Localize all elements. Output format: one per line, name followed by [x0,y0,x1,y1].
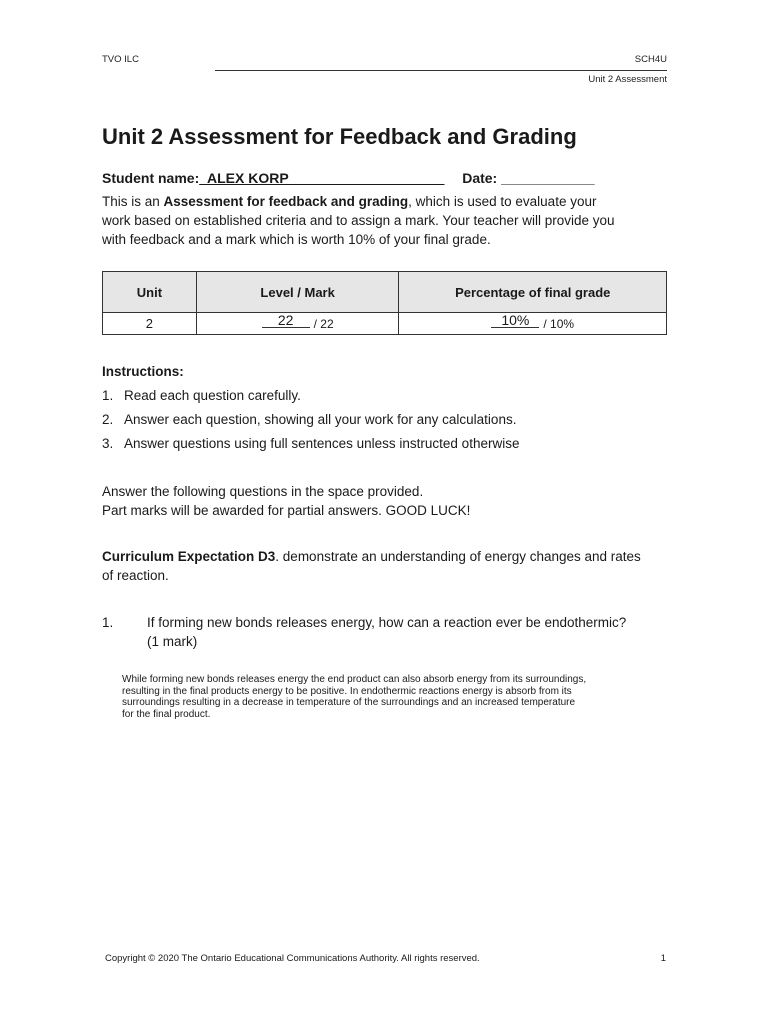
question-text: If forming new bonds releases energy, how can a reaction ever be endothermic? [147,615,627,630]
curriculum-line2: of reaction. [102,568,169,583]
question-marks: (1 mark) [147,634,198,649]
header-percentage: Percentage of final grade [399,272,667,313]
header-rule [215,70,667,71]
list-item-number: 2. [102,412,114,427]
curriculum-bold: Curriculum Expectation D3 [102,549,276,564]
answer-line4: for the final product. [122,708,211,720]
mark-total: / 22 [313,317,334,331]
grade-table [102,271,667,335]
notes-line1: Answer the following questions in the space provided. [102,484,424,499]
list-item [102,386,519,410]
list-item-text: Answer each question, showing all your work for any calculations. [124,412,517,427]
student-name-value: _ALEX KORP____________________ [199,170,445,186]
page-number: 1 [660,953,666,964]
list-item [102,410,519,434]
footer-copyright: Copyright © 2020 The Ontario Educational Communications Authority. All rights reserved. [105,953,480,964]
header-right: SCH4U [634,54,667,65]
percent-total: / 10% [543,317,575,331]
intro-line3: with feedback and a mark which is worth 10% of your final grade. [102,232,491,247]
answer-1 [122,674,662,720]
answer-line3: surroundings resulting in a decrease in temperature of the surroundings and an increased temperature [122,697,576,708]
student-line [102,170,595,186]
cell-percent [399,313,667,335]
page-title: Unit 2 Assessment for Feedback and Grading [102,124,577,149]
instructions-heading: Instructions: [102,364,184,379]
date-value: ____________ [501,170,595,186]
answer-line1: While forming new bonds releases energy the end product can also absorb energy from its surroundings, [122,674,587,685]
intro-prefix: This is an [102,194,164,209]
mark-value: 22 [262,313,310,328]
header-subtitle: Unit 2 Assessment [588,74,667,85]
student-name-label: Student name: [102,170,200,186]
instructions-list [102,386,519,458]
intro-line1-suffix: , which is used to evaluate your [408,194,597,209]
intro-bold: Assessment for feedback and grading [163,194,409,209]
list-item-text: Read each question carefully. [124,388,301,403]
header-level-mark: Level / Mark [196,272,399,313]
percent-value: 10% [491,313,539,328]
header-unit: Unit [103,272,197,313]
list-item-text: Answer questions using full sentences unless instructed otherwise [124,436,520,451]
date-label: Date: [462,170,498,186]
notes-line2: Part marks will be awarded for partial answers. GOOD LUCK! [102,503,471,518]
answer-line2: resulting in the final products energy to be positive. In endothermic reactions energy is absorb from its [122,685,572,697]
list-item-number: 3. [102,436,114,451]
question-1 [147,613,667,651]
curriculum-line1: . demonstrate an understanding of energy changes and rates [275,549,641,564]
curriculum-expectation [102,547,672,585]
cell-unit: 2 [103,313,197,335]
notes [102,482,470,520]
list-item-number: 1. [102,388,114,403]
list-item [102,434,519,458]
intro-line2: work based on established criteria and to assign a mark. Your teacher will provide you [102,213,615,228]
question-number: 1. [102,615,114,630]
cell-mark [196,313,399,335]
intro-paragraph [102,192,672,249]
header-left: TVO ILC [102,54,139,65]
